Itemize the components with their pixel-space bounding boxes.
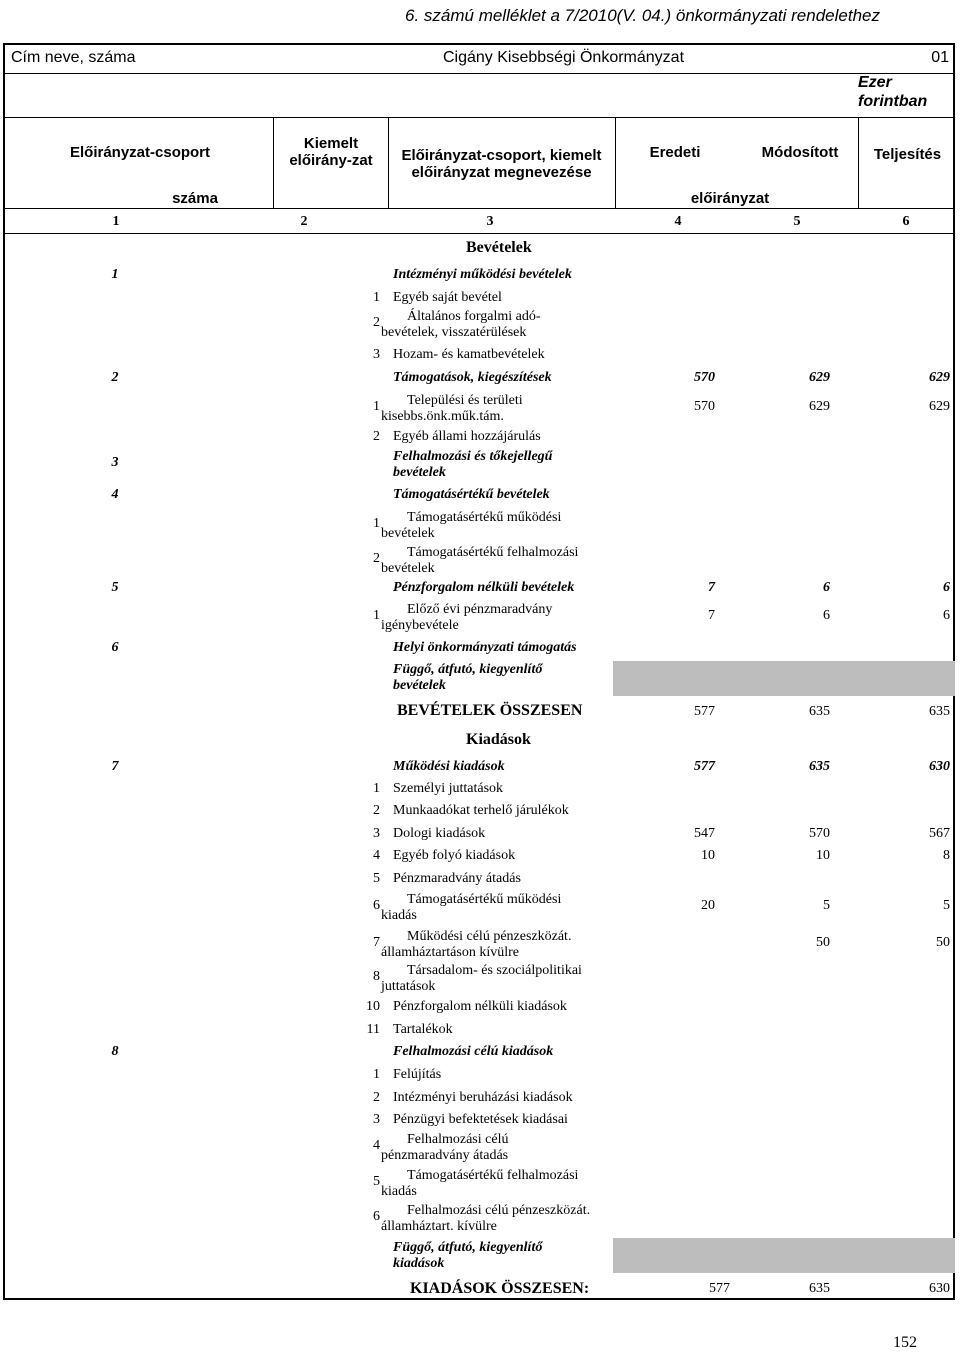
row-label [393,999,618,1015]
row-label [381,1132,618,1164]
row-label-line: Tartalékok [393,1022,453,1037]
row-kiemelt-number: 7 [373,935,380,950]
row-label-line: Támogatásértékű működési [407,892,562,907]
row-kiemelt-number: 1 [373,781,380,796]
row-label [393,803,618,819]
row-group-number: 5 [111,580,119,595]
row-kiemelt-number: 4 [373,848,380,863]
row-label [393,1112,618,1128]
row-label-line: igénybevétele [381,618,459,633]
row-kiemelt-number: 1 [373,290,380,305]
row-modositott: 629 [809,399,830,414]
kiad-total-eredeti: 577 [709,1281,730,1296]
header-top-line [3,117,955,118]
row-label-line: Támogatások, kiegészítések [393,370,552,385]
row-group-number: 2 [111,370,119,385]
row-label-line: Felhalmozási és tőkejellegű [393,449,553,464]
row-kiemelt-number: 2 [373,429,380,444]
row-label-line: Előző évi pénzmaradvány [407,602,553,617]
row-kiemelt-number: 3 [373,1112,380,1127]
row-label [393,370,618,386]
row-label-line: Felújítás [393,1067,442,1082]
row-group-number: 4 [111,487,119,502]
row-label [381,545,618,577]
row-kiemelt-number: 11 [366,1022,380,1037]
row-label-line: Általános forgalmi adó- [407,309,541,324]
title-row [3,43,955,74]
row-label-line: Felhalmozási célú pénzeszközát. [407,1203,591,1218]
row-label-line: Támogatásértékű bevételek [393,487,550,502]
row-label [381,510,618,542]
col-szama: száma [172,190,218,207]
unit-line-2: forintban [858,93,928,110]
row-label-line: Függő, átfutó, kiegyenlítő [393,662,543,677]
row-kiemelt-number: 2 [373,315,380,330]
row-label-line: Támogatásértékű felhalmozási [407,545,579,560]
row-label-line: Egyéb állami hozzájárulás [393,429,541,444]
colnum-3: 3 [486,214,494,229]
header-mid-line [3,208,955,209]
colnum-1: 1 [112,214,120,229]
row-label [393,1090,618,1106]
colnum-6: 6 [902,214,910,229]
row-modositott: 10 [816,848,830,863]
row-label-line: juttatások [381,979,436,994]
col-sep-4 [858,117,859,208]
row-kiemelt-number: 1 [373,608,380,623]
row-modositott: 635 [809,759,830,774]
col-teljesites: Teljesítés [873,146,942,163]
row-label [393,640,618,656]
row-kiemelt-number: 1 [373,516,380,531]
row-eredeti: 7 [708,580,715,595]
row-modositott: 570 [809,826,830,841]
row-label-line: bevételek, visszatérülések [381,325,527,340]
row-label [393,1044,618,1060]
kiad-total-modositott: 635 [809,1281,830,1296]
row-label-line: bevételek [393,465,446,480]
row-teljesites: 6 [943,580,950,595]
row-label-line: Intézményi működési bevételek [393,267,572,282]
row-group-number: 3 [111,455,119,470]
col-name-1: Előirányzat-csoport, kiemelt [401,147,602,164]
row-group-number: 7 [111,759,119,774]
row-kiemelt-number: 10 [366,999,380,1014]
row-label-line: Pénzforgalom nélküli kiadások [393,999,567,1014]
row-eredeti: 20 [701,898,715,913]
row-label [393,429,618,445]
row-teljesites: 630 [929,759,950,774]
row-label-line: Felhalmozási célú [407,1132,509,1147]
row-teljesites: 50 [936,935,950,950]
row-label [393,871,618,887]
col-kiemelt [274,135,388,169]
row-kiemelt-number: 5 [373,1174,380,1189]
row-modositott: 50 [816,935,830,950]
row-label-line: kiadások [393,1256,445,1271]
col-sep-3 [615,117,616,208]
row-kiemelt-number: 6 [373,898,380,913]
page-number: 152 [893,1334,917,1351]
kiad-total-teljesites: 630 [929,1281,950,1296]
row-label [381,929,618,961]
row-label-line: Működési célú pénzeszközát. [407,929,572,944]
org-name: Cigány Kisebbségi Önkormányzat [443,49,685,66]
row-modositott: 6 [823,580,830,595]
row-label-line: pénzmaradvány átadás [381,1148,509,1163]
row-teljesites: 629 [929,399,950,414]
row-group-number: 6 [111,640,119,655]
unit-line-1: Ezer [858,74,892,91]
row-label-line: Munkaadókat terhelő járulékok [393,803,569,818]
row-teljesites: 567 [929,826,950,841]
col-name-2: előirányzat megnevezése [411,164,592,181]
row-label-line: Függő, átfutó, kiegyenlítő [393,1240,543,1255]
row-kiemelt-number: 3 [373,347,380,362]
row-label [393,1240,618,1272]
row-kiemelt-number: 2 [373,551,380,566]
row-kiemelt-number: 3 [373,826,380,841]
row-teljesites: 6 [943,608,950,623]
row-label-line: Pénzügyi befektetések kiadásai [393,1112,568,1127]
row-kiemelt-number: 1 [373,1067,380,1082]
colnum-2: 2 [300,214,308,229]
row-label [393,848,618,864]
row-label [381,892,618,924]
row-label [381,1203,618,1235]
row-group-number: 1 [111,267,119,282]
row-eredeti: 547 [694,826,715,841]
row-label [393,662,618,694]
row-label [393,267,618,283]
row-label [381,963,618,995]
col-group: Előirányzat-csoport [69,144,211,161]
row-label-line: bevételek [381,526,435,541]
colnum-5: 5 [793,214,801,229]
row-label-line: kiadás [381,1184,417,1199]
row-kiemelt-number: 5 [373,871,380,886]
row-modositott: 5 [823,898,830,913]
row-label [393,781,618,797]
row-label-line: Intézményi beruházási kiadások [393,1090,573,1105]
row-label [393,347,618,363]
col-modositott: Módosított [761,144,839,161]
row-label [381,393,618,425]
row-teljesites: 8 [943,848,950,863]
row-label [393,759,618,775]
bev-total-teljesites: 635 [929,704,950,719]
col-name [388,147,615,181]
row-label [393,826,618,842]
org-code: 01 [931,49,949,66]
row-kiemelt-number: 2 [373,1090,380,1105]
row-label-line: államháztartáson kívülre [381,945,519,960]
kiad-total-label: KIADÁSOK ÖSSZESEN: [410,1280,590,1297]
row-kiemelt-number: 8 [373,969,380,984]
row-label-line: Egyéb saját bevétel [393,290,502,305]
bev-total-modositott: 635 [809,704,830,719]
row-kiemelt-number: 4 [373,1138,380,1153]
unit-label [858,73,927,111]
row-label-line: kisebbs.önk.műk.tám. [381,409,504,424]
shaded-bev-fuggo [613,661,955,696]
row-group-number: 8 [111,1044,119,1059]
row-label-line: Pénzforgalom nélküli bevételek [393,580,575,595]
row-eredeti: 577 [694,759,715,774]
annex-title: 6. számú melléklet a 7/2010(V. 04.) önkormányzati rendelethez [405,6,880,25]
row-label [393,290,618,306]
bev-total-label: BEVÉTELEK ÖSSZESEN [397,702,583,719]
row-teljesites: 5 [943,898,950,913]
col-kiemelt-2: előirány-zat [289,152,373,169]
shaded-kiad-fuggo [613,1238,955,1273]
row-label-line: Támogatásértékű felhalmozási [407,1168,579,1183]
row-label-line: Társadalom- és szociálpolitikai [407,963,582,978]
section-bevetelek: Bevételek [466,239,532,256]
row-label [381,602,618,634]
row-modositott: 6 [823,608,830,623]
col-kiemelt-1: Kiemelt [303,135,359,152]
row-eredeti: 570 [694,399,715,414]
row-label-line: Települési és területi [407,393,523,408]
title-label: Cím neve, száma [11,49,136,66]
row-kiemelt-number: 1 [373,399,380,414]
row-eredeti: 10 [701,848,715,863]
row-label [393,1067,618,1083]
row-label-line: Támogatásértékű működési [407,510,562,525]
row-label-line: Felhalmozási célú kiadások [393,1044,554,1059]
row-label [381,309,618,341]
row-kiemelt-number: 6 [373,1209,380,1224]
bev-total-eredeti: 577 [694,704,715,719]
row-eredeti: 570 [694,370,715,385]
row-label [393,449,618,481]
header-bottom-line [3,233,955,234]
row-teljesites: 629 [929,370,950,385]
row-label-line: Pénzmaradvány átadás [393,871,521,886]
row-label-line: Dologi kiadások [393,826,486,841]
row-label-line: Működési kiadások [393,759,505,774]
row-label-line: Hozam- és kamatbevételek [393,347,545,362]
row-label [381,1168,618,1200]
row-label [393,1022,618,1038]
row-label [393,580,618,596]
row-label-line: kiadás [381,908,417,923]
row-label-line: Helyi önkormányzati támogatás [393,640,577,655]
row-label-line: bevételek [381,561,435,576]
row-modositott: 629 [809,370,830,385]
row-label-line: Egyéb folyó kiadások [393,848,516,863]
row-kiemelt-number: 2 [373,803,380,818]
row-label-line: bevételek [393,678,446,693]
row-label [393,487,618,503]
colnum-4: 4 [674,214,682,229]
section-kiadasok: Kiadások [466,731,531,748]
row-eredeti: 7 [708,608,715,623]
col-eloiranyzat: előirányzat [690,190,770,207]
row-label-line: államháztart. kívülre [381,1219,497,1234]
row-label-line: Személyi juttatások [393,781,504,796]
col-eredeti: Eredeti [649,144,701,161]
